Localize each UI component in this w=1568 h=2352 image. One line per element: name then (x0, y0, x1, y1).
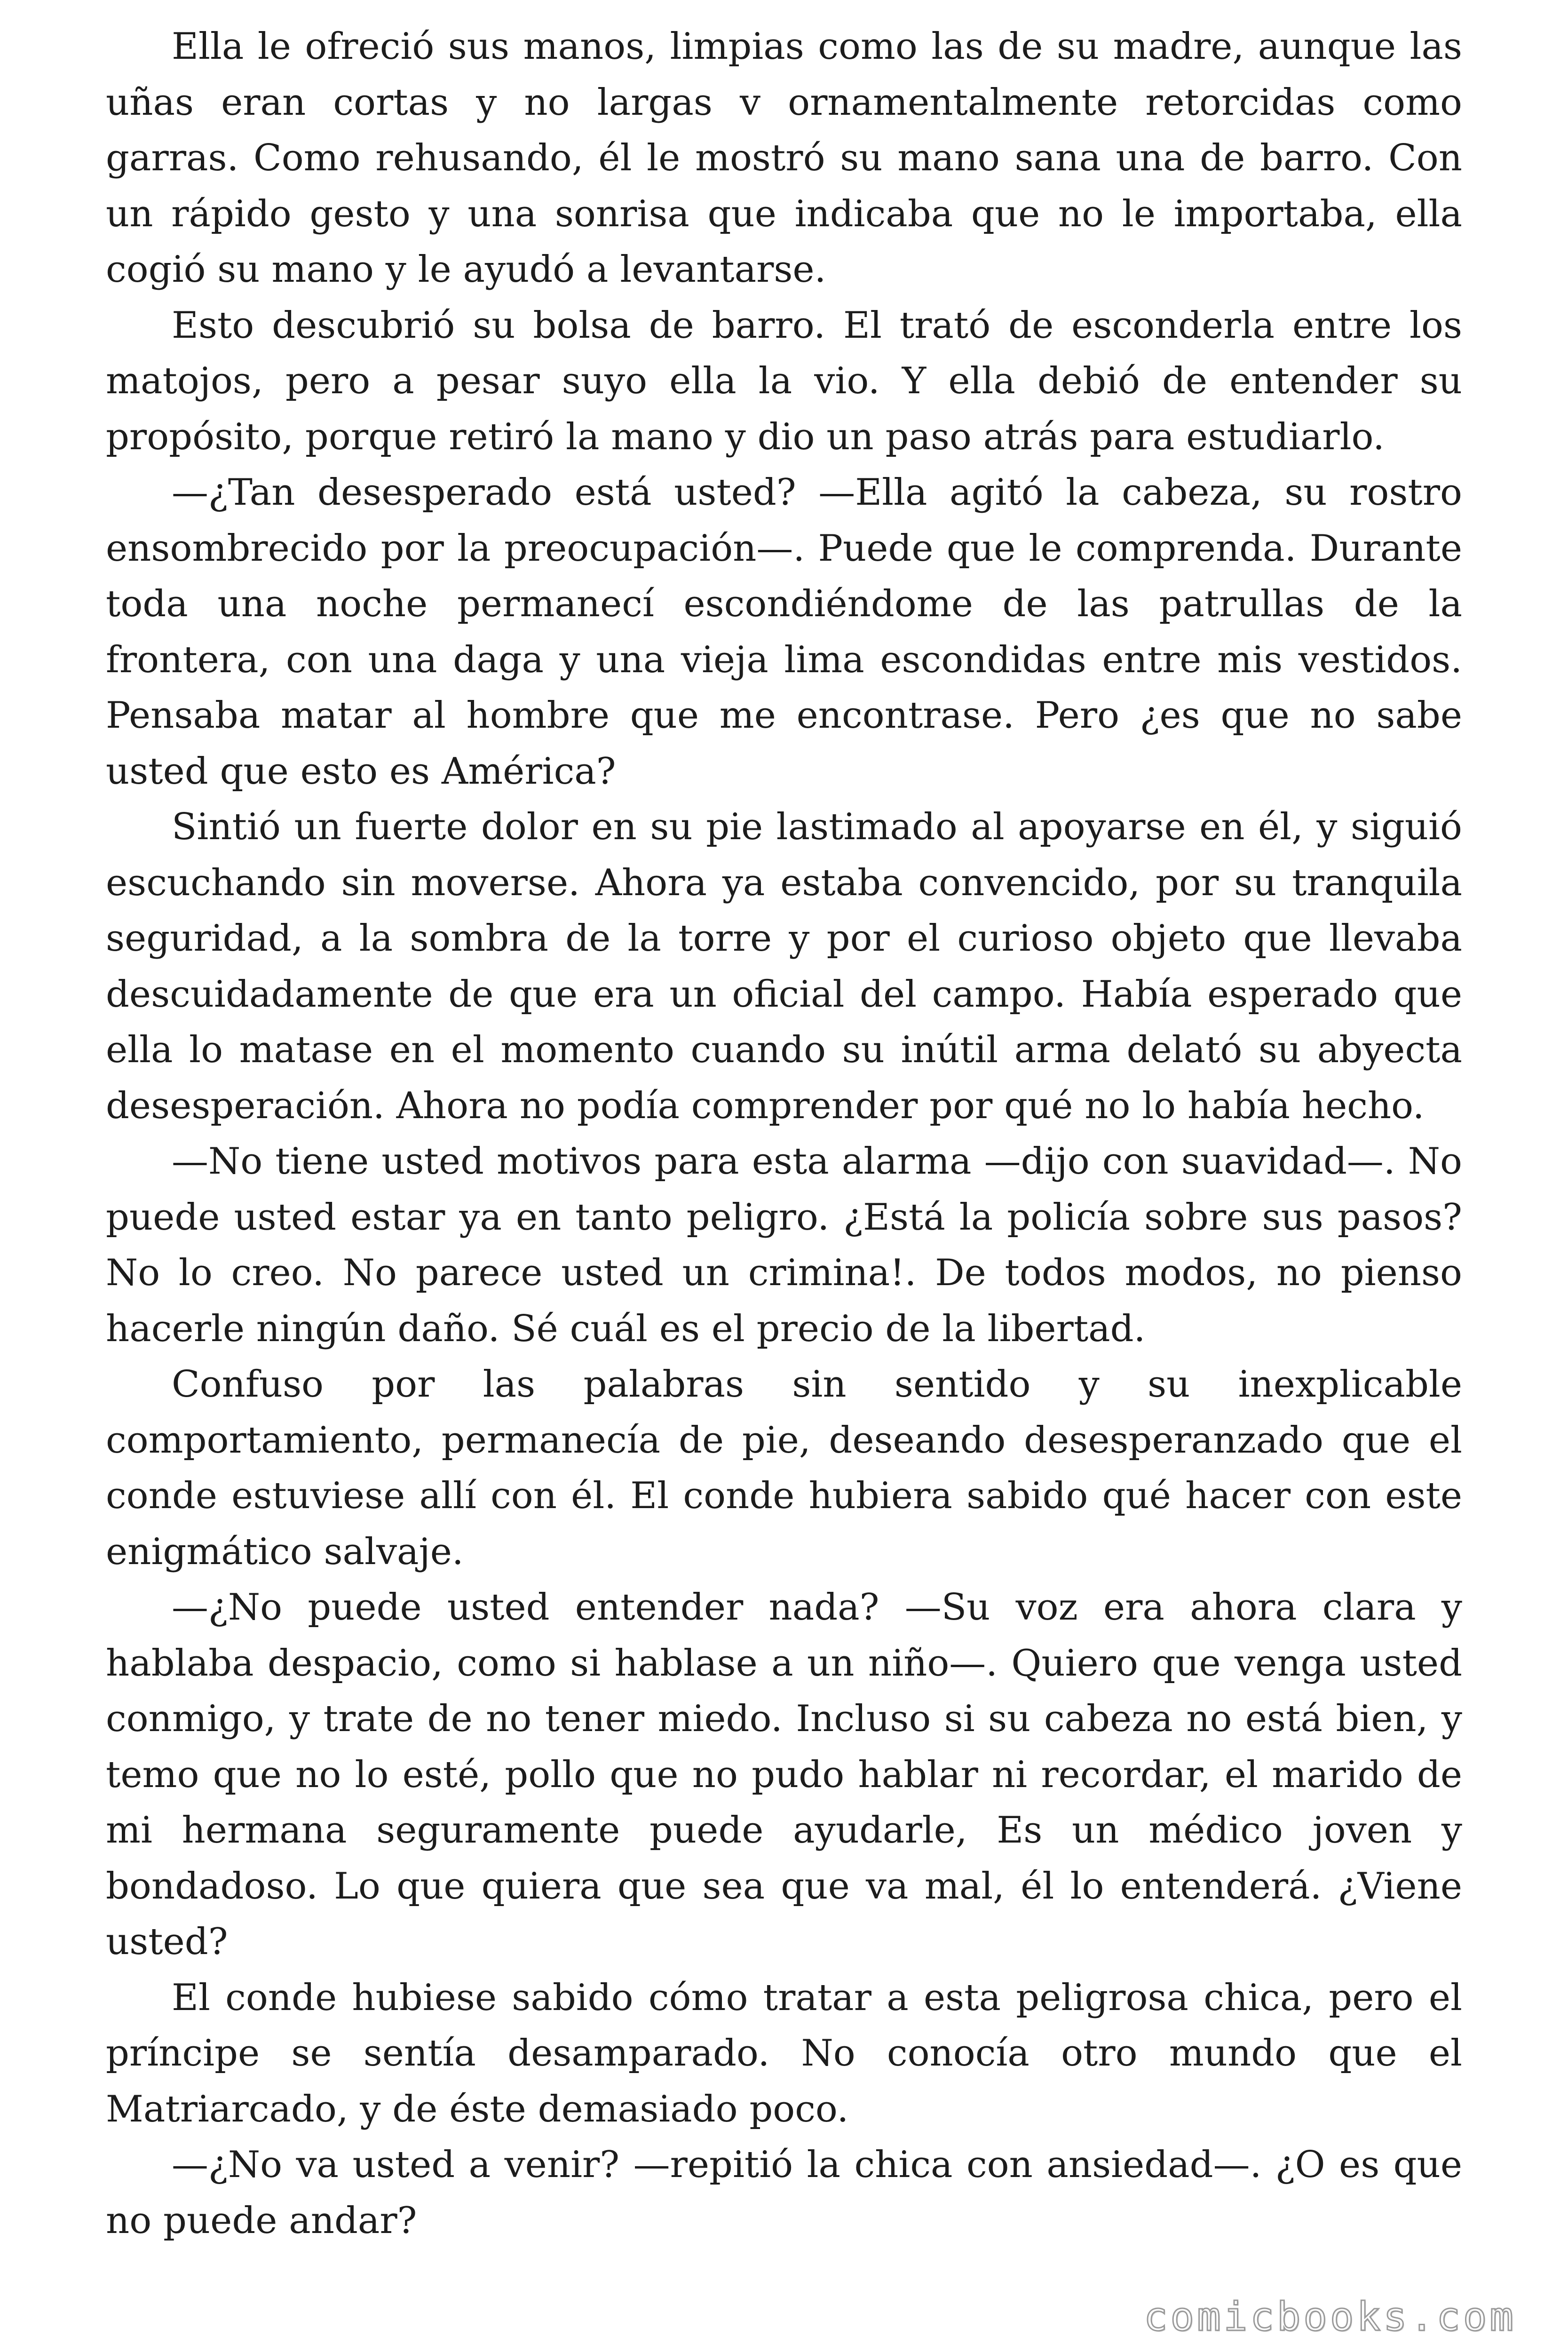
paragraph-1: Ella le ofreció sus manos, limpias como las de su madre, aunque las uñas eran cortas y no largas v ornamentalmente retorcidas como garras. Como rehusando, él le mostró su mano sana una de barro. Con un rápido gesto y una sonrisa que indicaba que no le importaba, ella cogió su mano y le ayudó a levantarse. (106, 25, 1462, 291)
document-page (106, 19, 1462, 2324)
paragraph-5: —No tiene usted motivos para esta alarma —dijo con suavidad—. No puede usted estar ya en tanto peligro. ¿Está la policía sobre sus pasos? No lo creo. No parece usted un crimina!. De todos modos, no pienso hacerle ningún daño. Sé cuál es el precio de la libertad. (106, 1140, 1462, 1350)
watermark: comicbooks.com (1143, 2294, 1516, 2340)
paragraph-9: —¿No va usted a venir? —repitió la chica con ansiedad—. ¿O es que no puede andar? (106, 2144, 1462, 2242)
paragraph-7: —¿No puede usted entender nada? —Su voz era ahora clara y hablaba despacio, como si hablase a un niño—. Quiero que venga usted conmigo, y trate de no tener miedo. Incluso si su cabeza no está bien, y temo que no lo esté, pollo que no pudo hablar ni recordar, el marido de mi hermana seguramente puede ayudarle, Es un médico joven y bondadoso. Lo que quiera que sea que va mal, él lo entenderá. ¿Viene usted? (106, 1586, 1462, 1963)
paragraph-6: Confuso por las palabras sin sentido y su inexplicable comportamiento, permanecía de pie, deseando desesperanzado que el conde estuviese allí con él. El conde hubiera sabido qué hacer con este enigmático salvaje. (106, 1363, 1462, 1573)
paragraph-3: —¿Tan desesperado está usted? —Ella agitó la cabeza, su rostro ensombrecido por la preocupación—. Puede que le comprenda. Durante toda una noche permanecí escondiéndome de las patrullas de la frontera, con una daga y una vieja lima escondidas entre mis vestidos. Pensaba matar al hombre que me encontrase. Pero ¿es que no sabe usted que esto es América? (106, 471, 1462, 793)
paragraph-4: Sintió un fuerte dolor en su pie lastimado al apoyarse en él, y siguió escuchando sin moverse. Ahora ya estaba convencido, por su tranquila seguridad, a la sombra de la torre y por el curioso objeto que llevaba descuidadamente de que era un oficial del campo. Había esperado que ella lo matase en el momento cuando su inútil arma delató su abyecta desesperación. Ahora no podía comprender por qué no lo había hecho. (106, 806, 1462, 1127)
paragraph-2: Esto descubrió su bolsa de barro. El trató de esconderla entre los matojos, pero a pesar suyo ella la vio. Y ella debió de entender su propósito, porque retiró la mano y dio un paso atrás para estudiarlo. (106, 304, 1462, 458)
paragraph-8: El conde hubiese sabido cómo tratar a esta peligrosa chica, pero el príncipe se sentía desamparado. No conocía otro mundo que el Matriarcado, y de éste demasiado poco. (106, 1976, 1462, 2130)
